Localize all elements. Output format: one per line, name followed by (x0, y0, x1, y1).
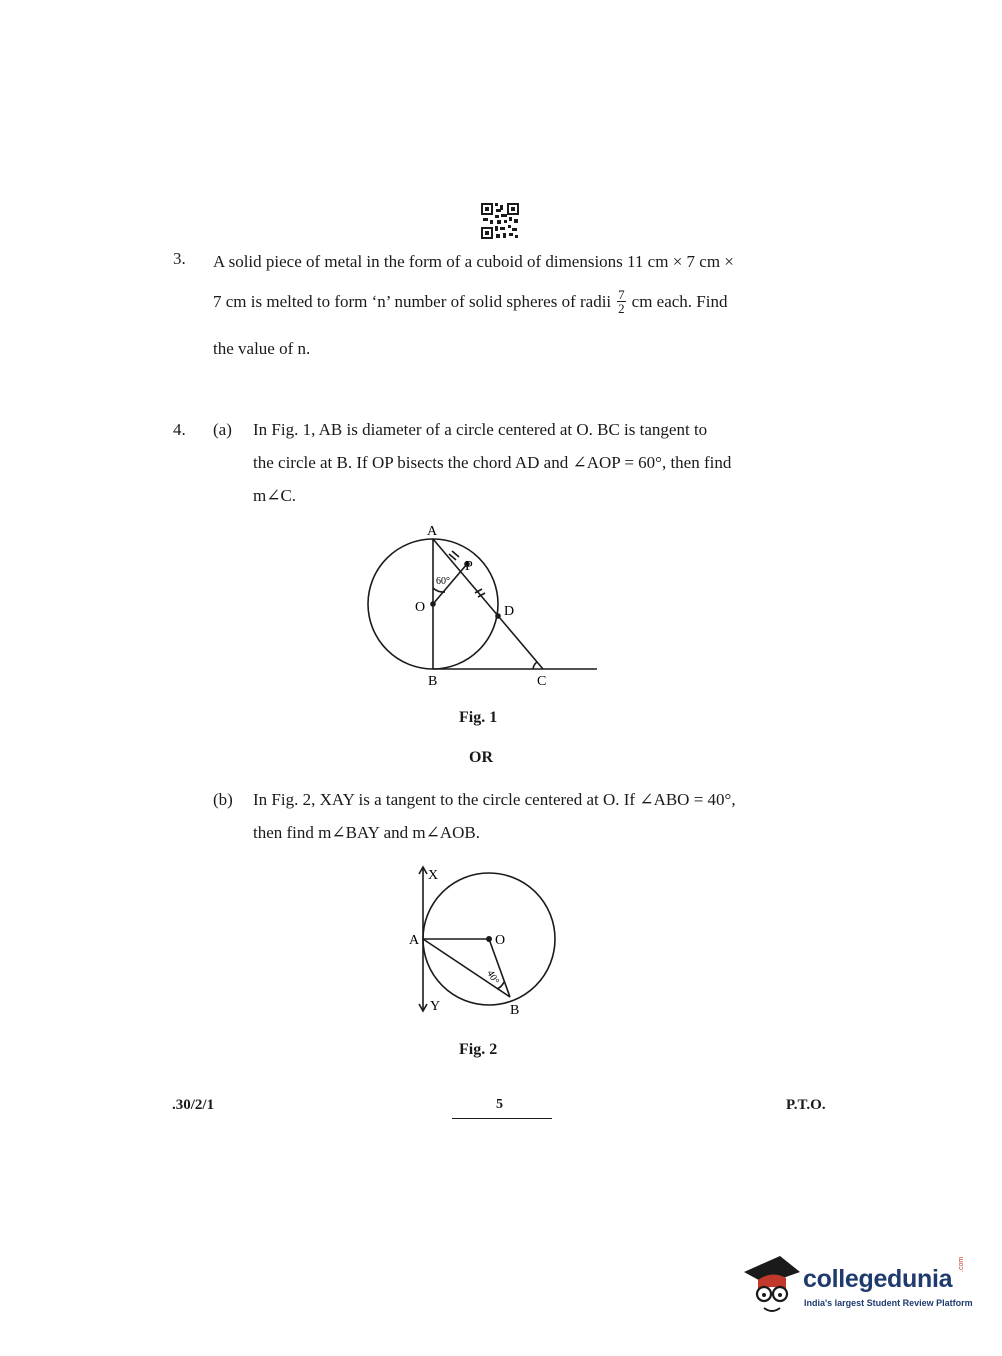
logo-tagline: India's largest Student Review Platform (804, 1298, 973, 1308)
point-o (430, 601, 436, 607)
logo-mascot-icon (742, 1250, 804, 1322)
part-label: (b) (213, 790, 233, 809)
page-number: 5 (496, 1097, 503, 1112)
question-text-segment: 7 cm is melted to form ‘n’ number of solid spheres of radii (213, 292, 612, 311)
figure-caption: Fig. 1 (459, 709, 498, 726)
logo-tld: .com (958, 1256, 965, 1272)
qr-code (481, 203, 519, 239)
question-text-line (213, 288, 728, 315)
label-d: D (504, 604, 515, 619)
label-angle: 60° (436, 576, 450, 587)
angle-arc (497, 982, 504, 989)
label-angle: 40° (484, 968, 501, 987)
label-o: O (415, 600, 426, 615)
fraction-denominator: 2 (618, 301, 625, 316)
tick-mark (452, 551, 459, 557)
label-y: Y (430, 999, 441, 1014)
question-text-line: m∠C. (253, 486, 297, 505)
figure-2 (405, 858, 565, 1020)
part-label: (a) (213, 420, 232, 439)
chord-adc (433, 539, 543, 669)
label-b: B (428, 674, 438, 689)
label-o: O (495, 933, 506, 948)
question-text-segment: cm each. Find (631, 292, 728, 311)
question-number: 4. (173, 420, 186, 439)
angle-arc (433, 588, 445, 592)
point-o (486, 936, 492, 942)
fraction (617, 288, 626, 315)
point-d (495, 613, 501, 619)
question-text-line: the value of n. (213, 339, 311, 358)
question-text-line: the circle at B. If OP bisects the chord AD and ∠AOP = 60°, then find (253, 453, 732, 472)
pto-text: P.T.O. (786, 1097, 826, 1113)
question-number: 3. (173, 249, 186, 268)
question-text-line: then find m∠BAY and m∠AOB. (253, 823, 480, 842)
logo-name: collegedunia (803, 1265, 953, 1293)
question-text-line: In Fig. 2, XAY is a tangent to the circle centered at O. If ∠ABO = 40°, (253, 790, 736, 809)
label-b: B (510, 1003, 520, 1018)
figure-caption: Fig. 2 (459, 1041, 498, 1058)
label-c: C (537, 674, 547, 689)
angle-c-arc (533, 662, 537, 669)
label-a: A (427, 524, 438, 539)
question-text-line: A solid piece of metal in the form of a cuboid of dimensions 11 cm × 7 cm × (213, 252, 734, 271)
figure-1 (355, 518, 605, 693)
fraction-numerator: 7 (618, 287, 625, 302)
label-a: A (409, 933, 420, 948)
or-separator: OR (469, 749, 493, 766)
paper-code: .30/2/1 (172, 1097, 215, 1113)
question-text-line: In Fig. 1, AB is diameter of a circle centered at O. BC is tangent to (253, 420, 708, 439)
label-x: X (428, 868, 439, 883)
label-p: P (465, 559, 473, 574)
page-number-underline (452, 1118, 552, 1119)
